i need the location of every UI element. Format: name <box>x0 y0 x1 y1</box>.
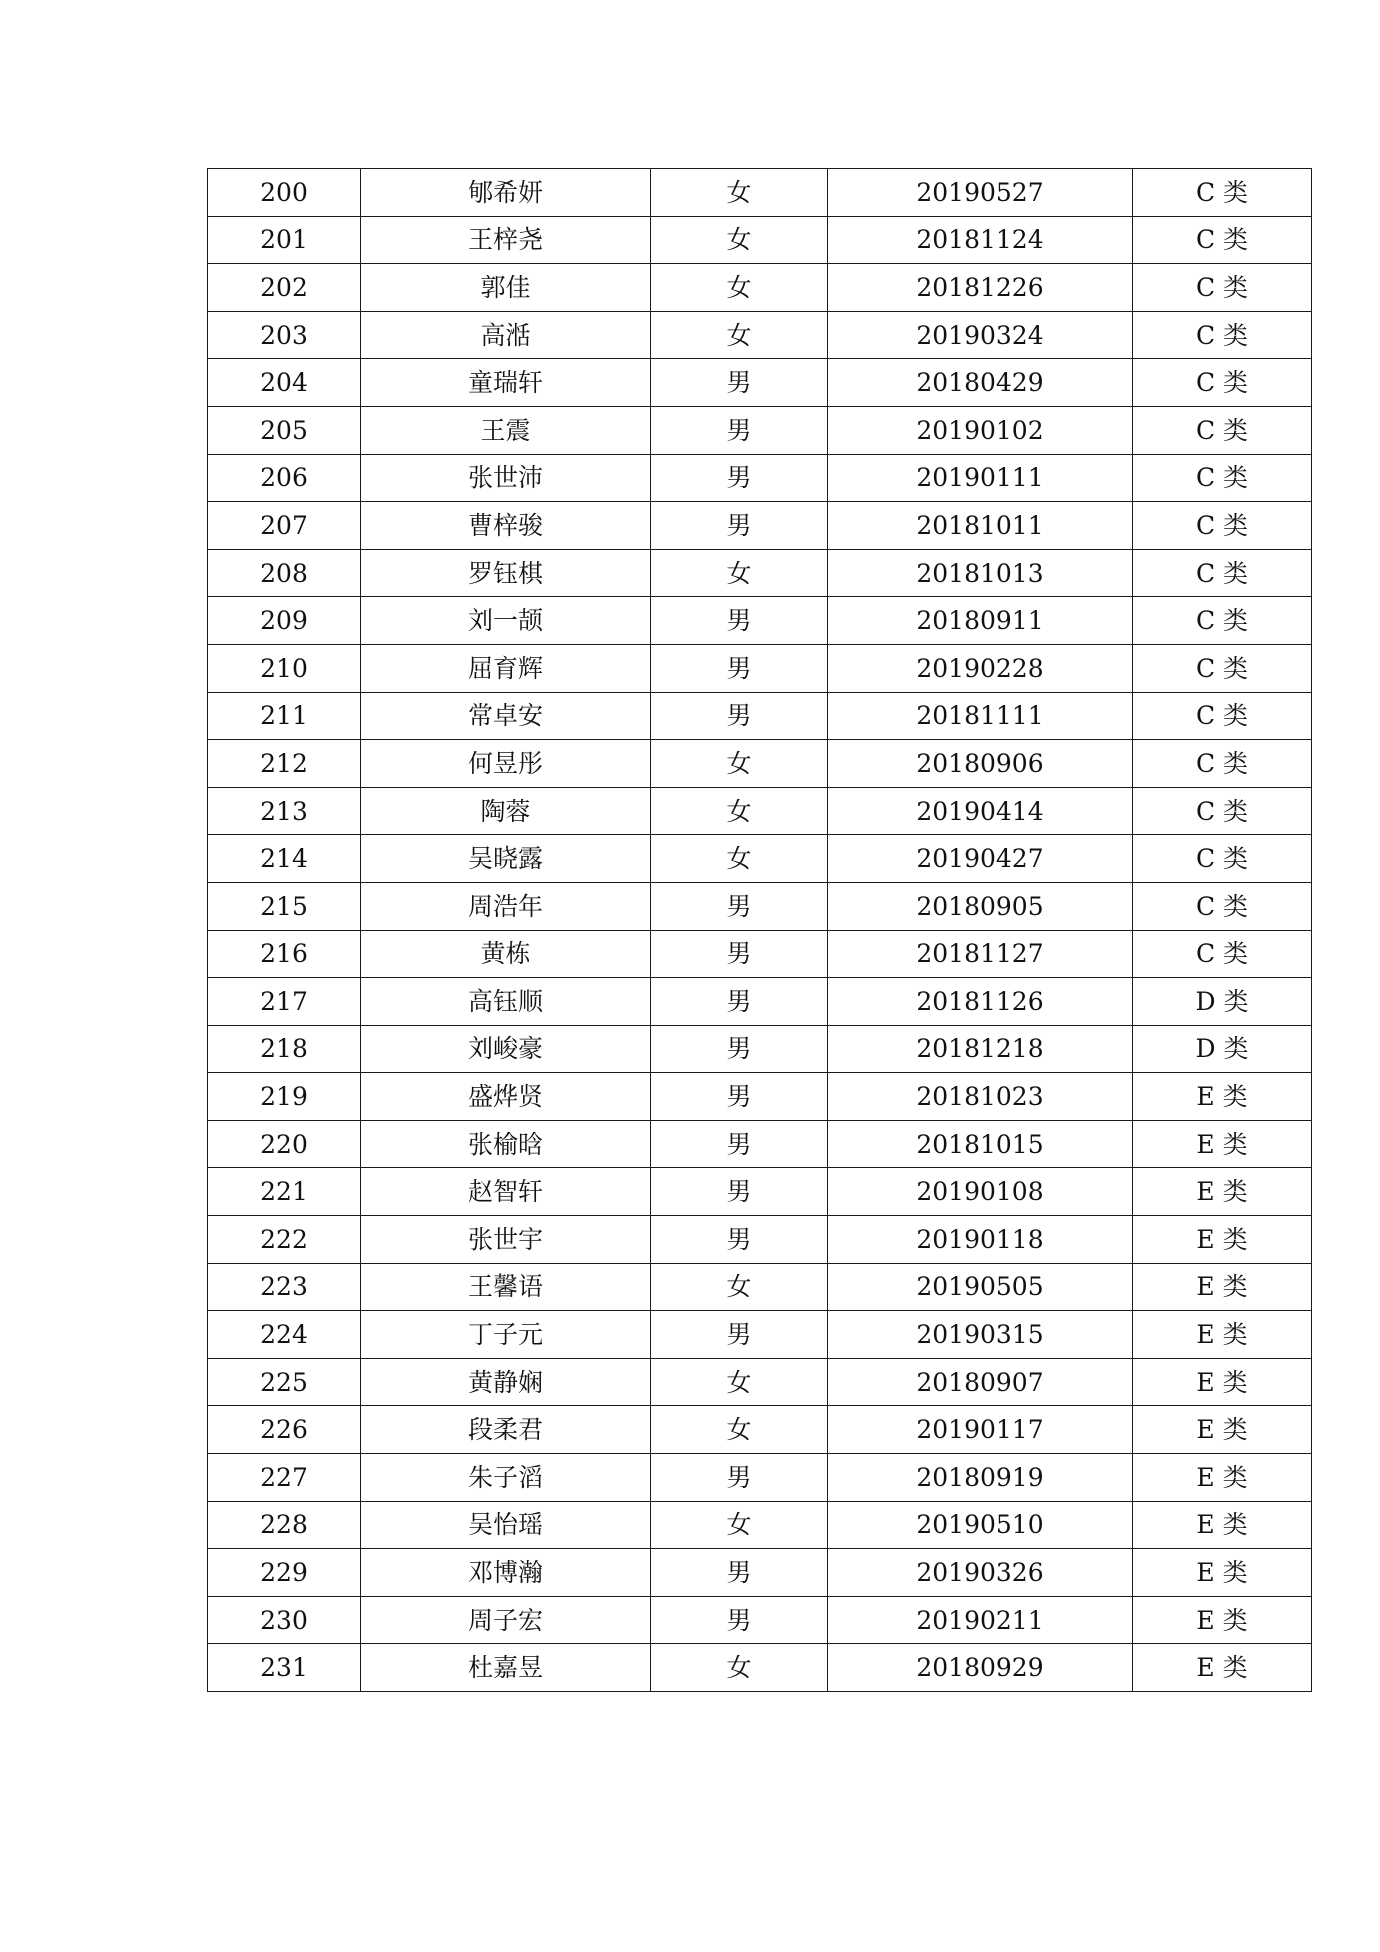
table-row <box>208 406 1312 454</box>
cell-date: 20190427 <box>828 835 1133 883</box>
cell-number: 224 <box>208 1311 361 1359</box>
table-row <box>208 1168 1312 1216</box>
cell-number: 226 <box>208 1406 361 1454</box>
cell-name: 王馨语 <box>361 1263 651 1311</box>
table-row <box>208 359 1312 407</box>
cell-category: C 类 <box>1133 740 1312 788</box>
table-row <box>208 978 1312 1026</box>
cell-gender: 男 <box>651 1216 828 1264</box>
cell-gender: 男 <box>651 454 828 502</box>
cell-date: 20190326 <box>828 1549 1133 1597</box>
cell-category: C 类 <box>1133 597 1312 645</box>
cell-date: 20181127 <box>828 930 1133 978</box>
cell-gender: 女 <box>651 740 828 788</box>
cell-gender: 男 <box>651 930 828 978</box>
table-row <box>208 1120 1312 1168</box>
cell-date: 20190510 <box>828 1501 1133 1549</box>
cell-number: 205 <box>208 406 361 454</box>
cell-category: E 类 <box>1133 1073 1312 1121</box>
cell-gender: 男 <box>651 1168 828 1216</box>
cell-category: E 类 <box>1133 1311 1312 1359</box>
cell-category: D 类 <box>1133 978 1312 1026</box>
cell-name: 高湉 <box>361 311 651 359</box>
cell-name: 盛烨贤 <box>361 1073 651 1121</box>
table-row <box>208 264 1312 312</box>
cell-category: C 类 <box>1133 454 1312 502</box>
cell-category: D 类 <box>1133 1025 1312 1073</box>
cell-gender: 女 <box>651 1263 828 1311</box>
cell-category: C 类 <box>1133 311 1312 359</box>
cell-gender: 女 <box>651 1406 828 1454</box>
cell-date: 20190324 <box>828 311 1133 359</box>
cell-name: 陶蓉 <box>361 787 651 835</box>
cell-date: 20181126 <box>828 978 1133 1026</box>
cell-gender: 男 <box>651 978 828 1026</box>
cell-category: C 类 <box>1133 644 1312 692</box>
cell-date: 20180429 <box>828 359 1133 407</box>
cell-number: 210 <box>208 644 361 692</box>
cell-name: 黄静娴 <box>361 1358 651 1406</box>
cell-category: E 类 <box>1133 1644 1312 1692</box>
cell-name: 张榆晗 <box>361 1120 651 1168</box>
cell-name: 郭佳 <box>361 264 651 312</box>
cell-number: 215 <box>208 882 361 930</box>
cell-number: 222 <box>208 1216 361 1264</box>
cell-name: 罗钰棋 <box>361 549 651 597</box>
cell-gender: 男 <box>651 1454 828 1502</box>
cell-date: 20190211 <box>828 1596 1133 1644</box>
cell-date: 20180929 <box>828 1644 1133 1692</box>
cell-name: 张世宇 <box>361 1216 651 1264</box>
cell-number: 220 <box>208 1120 361 1168</box>
table-row <box>208 692 1312 740</box>
cell-gender: 女 <box>651 1501 828 1549</box>
cell-gender: 男 <box>651 1120 828 1168</box>
cell-name: 赵智轩 <box>361 1168 651 1216</box>
cell-name: 朱子滔 <box>361 1454 651 1502</box>
table-row <box>208 1454 1312 1502</box>
cell-date: 20190102 <box>828 406 1133 454</box>
cell-category: E 类 <box>1133 1501 1312 1549</box>
cell-number: 223 <box>208 1263 361 1311</box>
cell-category: E 类 <box>1133 1406 1312 1454</box>
cell-category: C 类 <box>1133 835 1312 883</box>
cell-date: 20190228 <box>828 644 1133 692</box>
cell-date: 20181111 <box>828 692 1133 740</box>
cell-date: 20181226 <box>828 264 1133 312</box>
cell-name: 常卓安 <box>361 692 651 740</box>
cell-date: 20190527 <box>828 169 1133 217</box>
table-row <box>208 1358 1312 1406</box>
cell-number: 227 <box>208 1454 361 1502</box>
cell-number: 219 <box>208 1073 361 1121</box>
cell-date: 20180905 <box>828 882 1133 930</box>
cell-date: 20180907 <box>828 1358 1133 1406</box>
cell-number: 203 <box>208 311 361 359</box>
cell-number: 218 <box>208 1025 361 1073</box>
table-row <box>208 930 1312 978</box>
cell-number: 229 <box>208 1549 361 1597</box>
cell-category: C 类 <box>1133 169 1312 217</box>
cell-gender: 男 <box>651 882 828 930</box>
table-row <box>208 1216 1312 1264</box>
cell-number: 225 <box>208 1358 361 1406</box>
table-row <box>208 502 1312 550</box>
cell-number: 221 <box>208 1168 361 1216</box>
cell-number: 204 <box>208 359 361 407</box>
cell-category: C 类 <box>1133 264 1312 312</box>
cell-name: 王震 <box>361 406 651 454</box>
cell-gender: 女 <box>651 787 828 835</box>
cell-gender: 女 <box>651 216 828 264</box>
cell-name: 何昱彤 <box>361 740 651 788</box>
table-row <box>208 835 1312 883</box>
cell-date: 20181124 <box>828 216 1133 264</box>
cell-number: 209 <box>208 597 361 645</box>
cell-date: 20181218 <box>828 1025 1133 1073</box>
cell-name: 张世沛 <box>361 454 651 502</box>
cell-name: 周浩年 <box>361 882 651 930</box>
cell-category: C 类 <box>1133 549 1312 597</box>
cell-name: 段柔君 <box>361 1406 651 1454</box>
cell-gender: 男 <box>651 597 828 645</box>
cell-gender: 男 <box>651 502 828 550</box>
cell-number: 206 <box>208 454 361 502</box>
cell-category: C 类 <box>1133 930 1312 978</box>
cell-name: 丁子元 <box>361 1311 651 1359</box>
cell-date: 20180906 <box>828 740 1133 788</box>
table-row <box>208 1549 1312 1597</box>
cell-gender: 男 <box>651 692 828 740</box>
cell-date: 20190505 <box>828 1263 1133 1311</box>
cell-name: 杜嘉昱 <box>361 1644 651 1692</box>
cell-gender: 男 <box>651 1073 828 1121</box>
table-row <box>208 311 1312 359</box>
cell-date: 20190118 <box>828 1216 1133 1264</box>
cell-category: E 类 <box>1133 1216 1312 1264</box>
cell-name: 高钰顺 <box>361 978 651 1026</box>
table-row <box>208 1263 1312 1311</box>
cell-name: 郇希妍 <box>361 169 651 217</box>
cell-name: 吴怡瑶 <box>361 1501 651 1549</box>
cell-date: 20181011 <box>828 502 1133 550</box>
cell-name: 童瑞轩 <box>361 359 651 407</box>
cell-gender: 男 <box>651 1025 828 1073</box>
cell-gender: 男 <box>651 359 828 407</box>
cell-date: 20190111 <box>828 454 1133 502</box>
table-row <box>208 1073 1312 1121</box>
cell-date: 20181023 <box>828 1073 1133 1121</box>
cell-number: 228 <box>208 1501 361 1549</box>
cell-name: 屈育辉 <box>361 644 651 692</box>
table-row <box>208 1406 1312 1454</box>
cell-date: 20181013 <box>828 549 1133 597</box>
table-row <box>208 1025 1312 1073</box>
roster-table <box>207 168 1312 1692</box>
cell-gender: 女 <box>651 549 828 597</box>
cell-date: 20190414 <box>828 787 1133 835</box>
table-row <box>208 740 1312 788</box>
cell-gender: 女 <box>651 169 828 217</box>
table-row <box>208 1596 1312 1644</box>
cell-category: C 类 <box>1133 502 1312 550</box>
table-row <box>208 549 1312 597</box>
cell-category: C 类 <box>1133 787 1312 835</box>
cell-gender: 男 <box>651 1596 828 1644</box>
cell-category: C 类 <box>1133 406 1312 454</box>
cell-date: 20190108 <box>828 1168 1133 1216</box>
cell-category: E 类 <box>1133 1358 1312 1406</box>
cell-category: E 类 <box>1133 1168 1312 1216</box>
cell-name: 黄栋 <box>361 930 651 978</box>
cell-category: E 类 <box>1133 1454 1312 1502</box>
cell-gender: 男 <box>651 1311 828 1359</box>
cell-gender: 女 <box>651 835 828 883</box>
cell-name: 邓博瀚 <box>361 1549 651 1597</box>
cell-category: E 类 <box>1133 1120 1312 1168</box>
cell-number: 202 <box>208 264 361 312</box>
cell-gender: 女 <box>651 311 828 359</box>
cell-number: 201 <box>208 216 361 264</box>
cell-gender: 女 <box>651 1358 828 1406</box>
cell-date: 20181015 <box>828 1120 1133 1168</box>
cell-category: C 类 <box>1133 692 1312 740</box>
table-row <box>208 597 1312 645</box>
cell-category: E 类 <box>1133 1263 1312 1311</box>
cell-number: 231 <box>208 1644 361 1692</box>
table-row <box>208 454 1312 502</box>
cell-name: 刘一颉 <box>361 597 651 645</box>
cell-date: 20180911 <box>828 597 1133 645</box>
cell-category: C 类 <box>1133 359 1312 407</box>
cell-gender: 女 <box>651 1644 828 1692</box>
cell-number: 207 <box>208 502 361 550</box>
table-row <box>208 1644 1312 1692</box>
cell-category: E 类 <box>1133 1549 1312 1597</box>
cell-category: C 类 <box>1133 882 1312 930</box>
cell-number: 217 <box>208 978 361 1026</box>
cell-gender: 男 <box>651 406 828 454</box>
cell-date: 20190315 <box>828 1311 1133 1359</box>
table-row <box>208 787 1312 835</box>
cell-name: 周子宏 <box>361 1596 651 1644</box>
cell-name: 曹梓骏 <box>361 502 651 550</box>
cell-gender: 女 <box>651 264 828 312</box>
cell-number: 213 <box>208 787 361 835</box>
cell-number: 216 <box>208 930 361 978</box>
roster-table-body <box>208 169 1312 1692</box>
cell-number: 230 <box>208 1596 361 1644</box>
cell-gender: 男 <box>651 1549 828 1597</box>
cell-name: 刘峻豪 <box>361 1025 651 1073</box>
cell-date: 20190117 <box>828 1406 1133 1454</box>
cell-number: 214 <box>208 835 361 883</box>
cell-category: E 类 <box>1133 1596 1312 1644</box>
cell-number: 200 <box>208 169 361 217</box>
table-row <box>208 882 1312 930</box>
cell-number: 211 <box>208 692 361 740</box>
cell-date: 20180919 <box>828 1454 1133 1502</box>
table-row <box>208 216 1312 264</box>
table-row <box>208 169 1312 217</box>
table-row <box>208 644 1312 692</box>
cell-name: 吴晓露 <box>361 835 651 883</box>
cell-category: C 类 <box>1133 216 1312 264</box>
table-row <box>208 1311 1312 1359</box>
cell-name: 王梓尧 <box>361 216 651 264</box>
cell-number: 208 <box>208 549 361 597</box>
cell-gender: 男 <box>651 644 828 692</box>
cell-number: 212 <box>208 740 361 788</box>
table-row <box>208 1501 1312 1549</box>
